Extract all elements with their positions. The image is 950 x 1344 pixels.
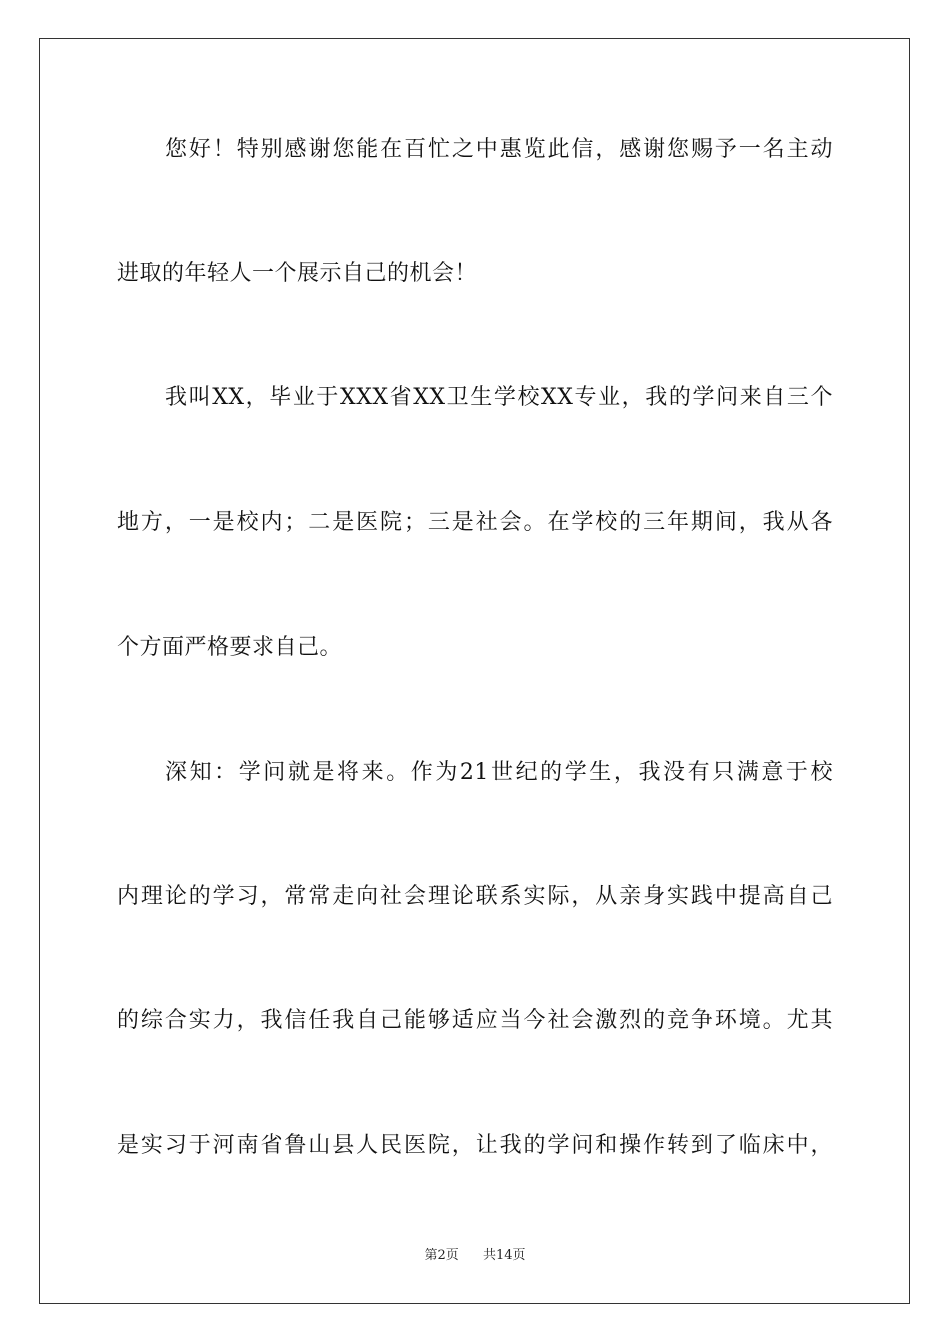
page-total: 共14页	[483, 1248, 526, 1263]
page-border	[39, 38, 910, 1304]
paragraph-2-line-1: 我叫XX，毕业于XXX省XX卫生学校XX专业，我的学问来自三个	[165, 385, 833, 410]
paragraph-3-line-4: 是实习于河南省鲁山县人民医院，让我的学问和操作转到了临床中，	[117, 1133, 833, 1158]
paragraph-2-line-3: 个方面严格要求自己。	[117, 635, 343, 660]
paragraph-3-line-1: 深知：学问就是将来。作为21世纪的学生，我没有只满意于校	[165, 760, 833, 785]
paragraph-3-line-3: 的综合实力，我信任我自己能够适应当今社会激烈的竞争环境。尤其	[117, 1008, 833, 1033]
page-footer	[0, 1247, 950, 1265]
paragraph-3-line-2: 内理论的学习，常常走向社会理论联系实际，从亲身实践中提高自己	[117, 884, 833, 909]
page-number: 第2页	[424, 1248, 459, 1263]
paragraph-1-line-2: 进取的年轻人一个展示自己的机会！	[117, 261, 478, 286]
paragraph-1-line-1: 您好！特别感谢您能在百忙之中惠览此信，感谢您赐予一名主动	[165, 137, 833, 162]
paragraph-2-line-2: 地方，一是校内；二是医院；三是社会。在学校的三年期间，我从各	[117, 510, 833, 535]
